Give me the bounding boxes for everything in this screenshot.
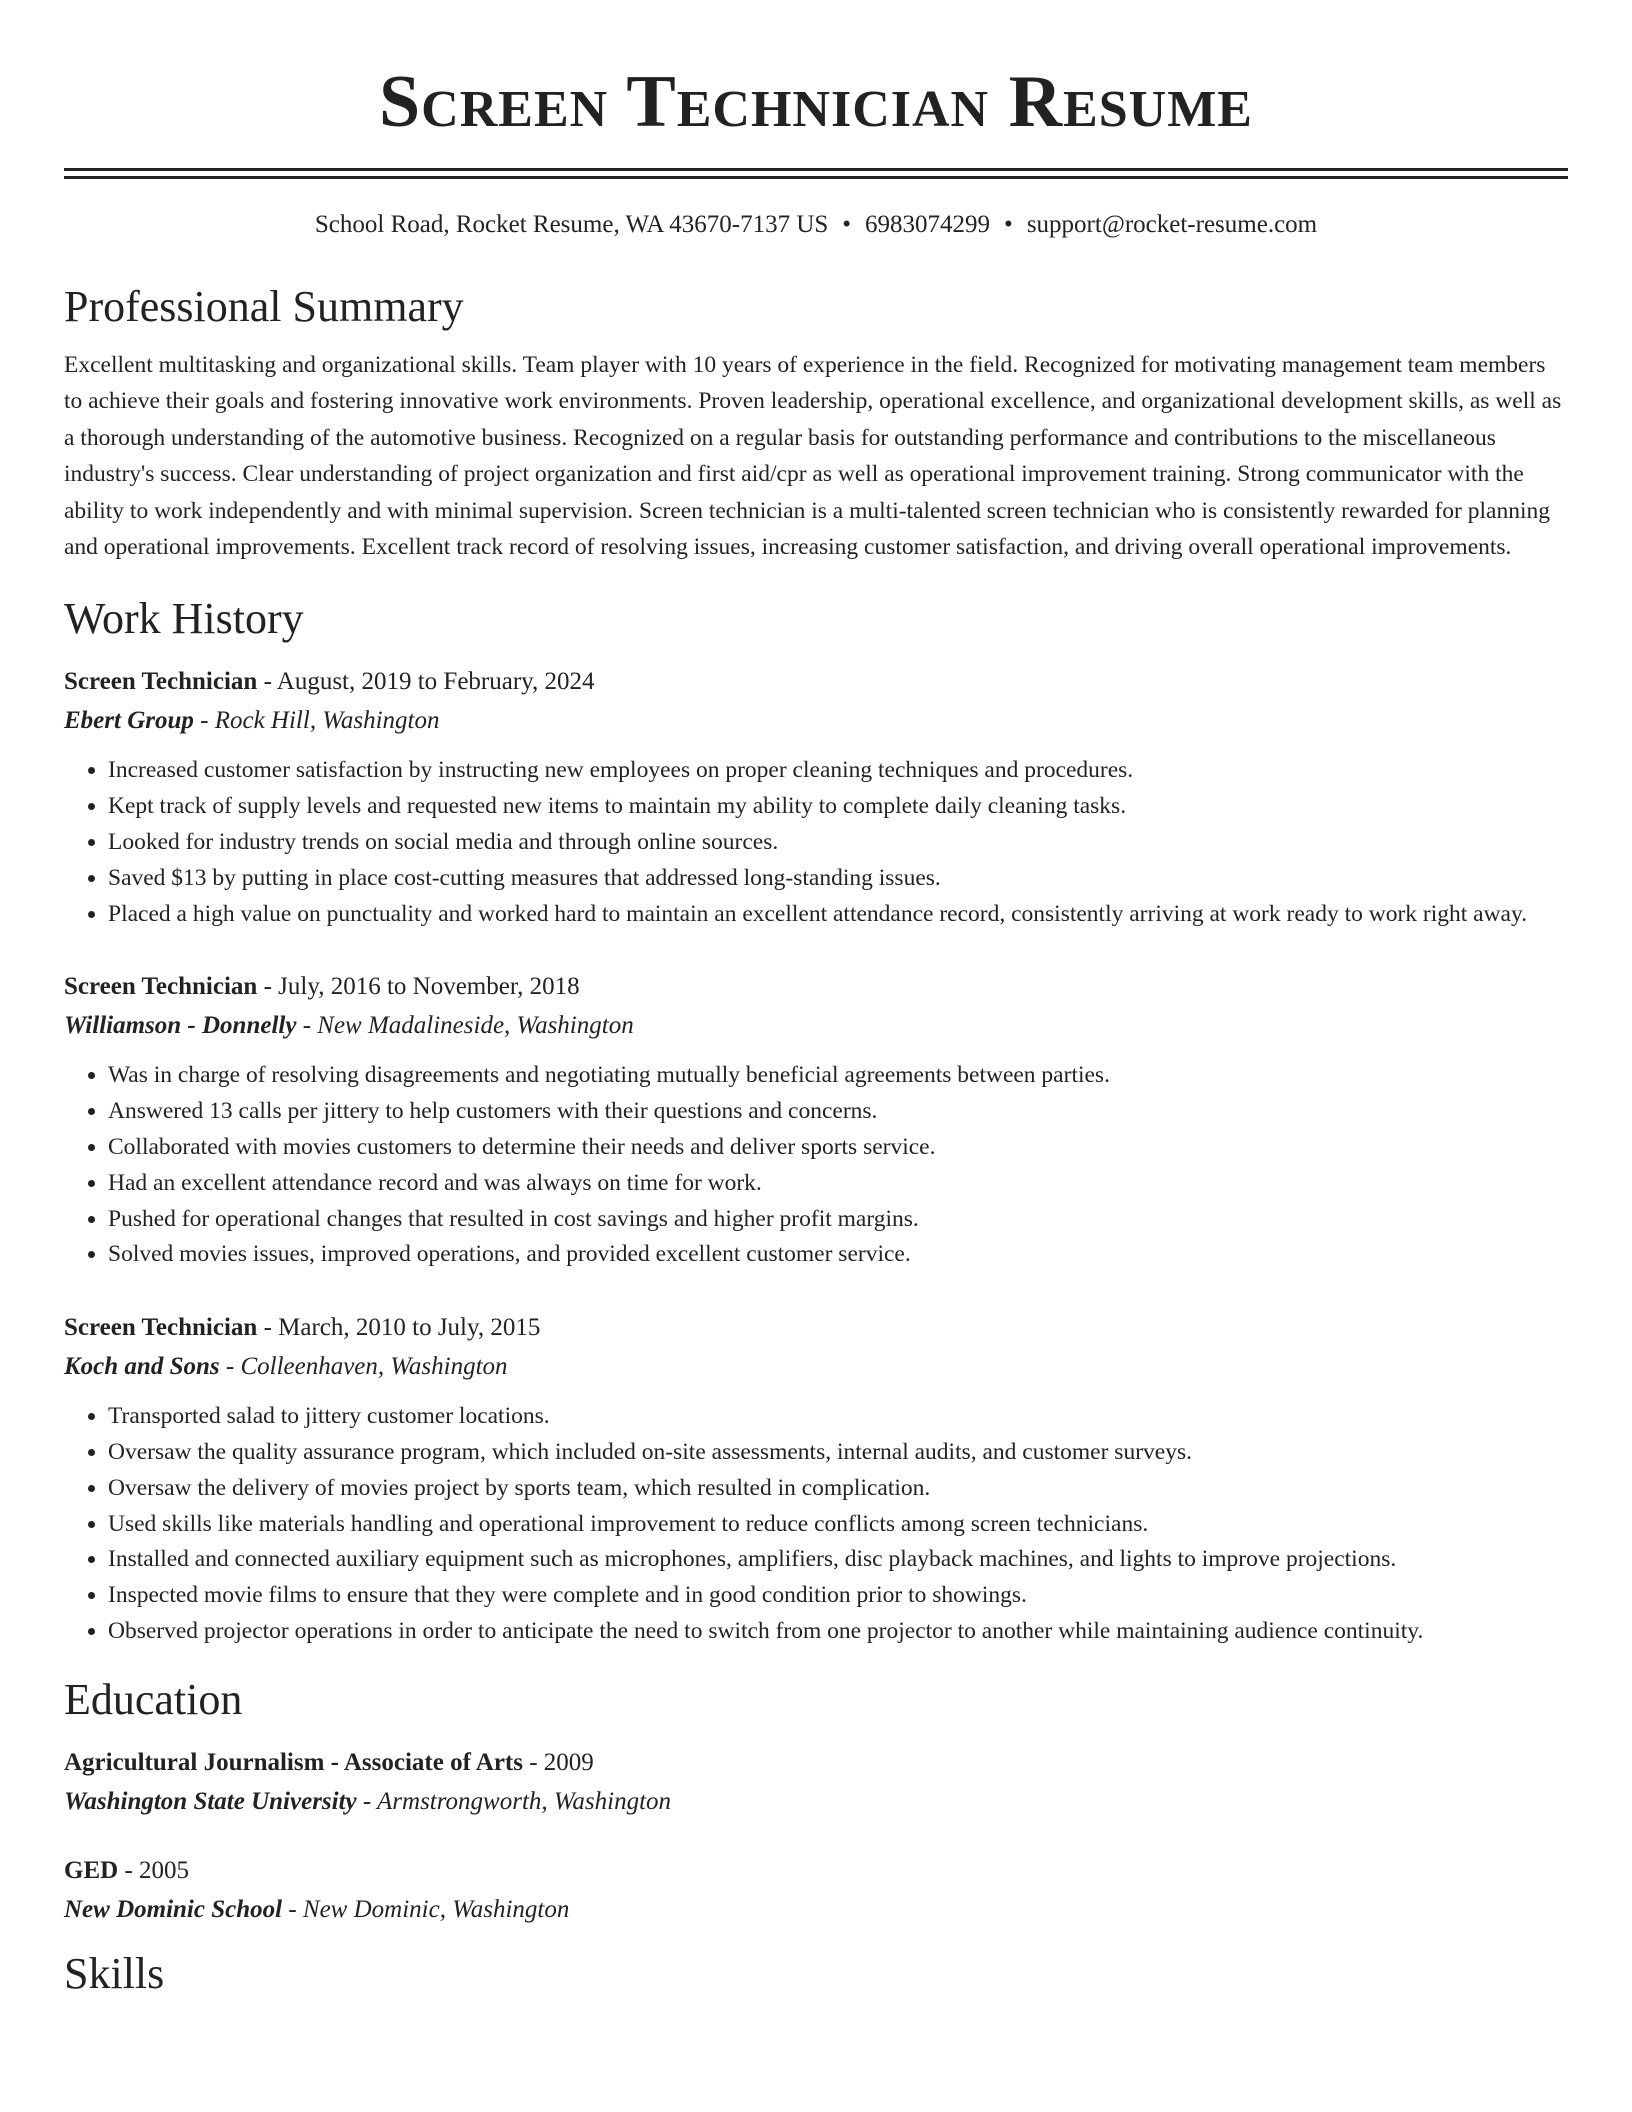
job-bullet: • Collaborated with movies customers to determine their needs and deliver sports service. — [108, 1130, 1568, 1166]
education-degree: GED — [64, 1856, 119, 1884]
resume-page — [64, 0, 1568, 2002]
job-bullet: • Installed and connected auxiliary equipment such as microphones, amplifiers, disc playback machines, and lights to improve projections. — [108, 1542, 1568, 1578]
job-company: Williamson - Donnelly — [64, 1012, 297, 1040]
contact-separator: • — [842, 211, 852, 238]
education-entry — [64, 1744, 1568, 1822]
job-location: - New Madalineside, Washington — [296, 1012, 634, 1040]
summary-heading: Professional Summary — [64, 282, 464, 331]
education-location: - Armstrongworth, Washington — [356, 1787, 672, 1815]
job-bullet: • Transported salad to jittery customer locations. — [108, 1399, 1568, 1435]
job-company-line — [64, 1006, 1568, 1046]
job-company: Koch and Sons — [64, 1353, 220, 1381]
job-entry — [64, 1309, 1568, 1650]
job-dates: - July, 2016 to November, 2018 — [257, 973, 580, 1001]
education-year: - 2005 — [118, 1856, 190, 1884]
job-dates: - March, 2010 to July, 2015 — [257, 1314, 541, 1342]
job-company-line — [64, 1347, 1568, 1387]
job-bullet: • Pushed for operational changes that resulted in cost savings and higher profit margins. — [108, 1202, 1568, 1238]
education-entry — [64, 1852, 1568, 1930]
job-bullet: • Oversaw the quality assurance program, which included on-site assessments, internal audits, and customer surveys. — [108, 1435, 1568, 1471]
job-entry — [64, 663, 1568, 932]
job-bullet: • Oversaw the delivery of movies project by sports team, which resulted in complication. — [108, 1471, 1568, 1507]
contact-email: support@rocket-resume.com — [1026, 211, 1318, 238]
skills-heading: Skills — [64, 1948, 165, 1998]
job-title: Screen Technician — [64, 1314, 258, 1342]
job-role-line — [64, 968, 1568, 1006]
job-role-line — [64, 663, 1568, 701]
job-bullets — [64, 753, 1568, 932]
education-school-line — [64, 1782, 1568, 1822]
education-school: Washington State University — [64, 1787, 357, 1815]
education-school: New Dominic School — [64, 1895, 283, 1923]
job-title: Screen Technician — [64, 668, 258, 696]
job-bullet: • Inspected movie films to ensure that they were complete and in good condition prior to showings. — [108, 1578, 1568, 1614]
job-company-line — [64, 701, 1568, 741]
title-double-rule — [64, 168, 1568, 179]
job-bullet: • Used skills like materials handling and operational improvement to reduce conflicts among screen technicians. — [108, 1507, 1568, 1543]
education-location: - New Dominic, Washington — [282, 1895, 570, 1923]
education-year: - 2009 — [522, 1748, 594, 1776]
job-bullet: • Increased customer satisfaction by instructing new employees on proper cleaning techniques and procedures. — [108, 753, 1568, 789]
job-role-line — [64, 1309, 1568, 1347]
resume-title: Screen Technician Resume — [379, 61, 1253, 143]
education-heading: Education — [64, 1674, 243, 1724]
job-bullet: • Placed a high value on punctuality and worked hard to maintain an excellent attendance record, consistently arriving at work ready to work right away. — [108, 897, 1568, 933]
job-bullet: • Was in charge of resolving disagreements and negotiating mutually beneficial agreements between parties. — [108, 1058, 1568, 1094]
job-title: Screen Technician — [64, 973, 258, 1001]
job-bullet: • Answered 13 calls per jittery to help customers with their questions and concerns. — [108, 1094, 1568, 1130]
job-bullet: • Observed projector operations in order to anticipate the need to switch from one projector to another while maintaining audience continuity. — [108, 1614, 1568, 1650]
contact-line — [64, 209, 1568, 241]
education-school-line — [64, 1890, 1568, 1930]
job-bullet: • Looked for industry trends on social media and through online sources. — [108, 825, 1568, 861]
education-degree: Agricultural Journalism - Associate of Arts — [64, 1748, 523, 1776]
work-history-heading: Work History — [64, 594, 304, 644]
education-degree-line — [64, 1744, 1568, 1782]
contact-separator: • — [1004, 211, 1013, 238]
education-degree-line — [64, 1852, 1568, 1890]
job-dates: - August, 2019 to February, 2024 — [257, 668, 595, 696]
job-bullet: • Solved movies issues, improved operations, and provided excellent customer service. — [108, 1237, 1568, 1273]
job-company: Ebert Group — [64, 707, 194, 735]
job-location: - Rock Hill, Washington — [193, 707, 440, 735]
contact-address: School Road, Rocket Resume, WA 43670-7137 US — [314, 211, 829, 238]
job-bullet: • Saved $13 by putting in place cost-cutting measures that addressed long-standing issues. — [108, 861, 1568, 897]
job-location: - Colleenhaven, Washington — [219, 1353, 508, 1381]
contact-phone: 6983074299 — [865, 211, 991, 238]
job-bullet: • Had an excellent attendance record and was always on time for work. — [108, 1166, 1568, 1202]
job-bullet: • Kept track of supply levels and requested new items to maintain my ability to complete daily cleaning tasks. — [108, 789, 1568, 825]
job-bullets — [64, 1058, 1568, 1273]
job-bullets — [64, 1399, 1568, 1650]
job-entry — [64, 968, 1568, 1273]
summary-text: Excellent multitasking and organizational skills. Team player with 10 years of experience in the field. Recognized for motivating management team members to achieve their goals and fostering innovative work environments. Proven leadership, operational excellence, and organizational development skills, as well as a thorough understanding of the automotive business. Recognized on a regular basis for outstanding performance and contributions to the miscellaneous industry's success. Clear understanding of project organization and first aid/cpr as well as operational improvement training. Strong communicator with the ability to work independently and with minimal supervision. Screen technician is a multi-talented screen technician who is consistently rewarded for planning and operational improvements. Excellent track record of resolving issues, increasing customer satisfaction, and driving overall operational improvements. — [64, 352, 1562, 561]
